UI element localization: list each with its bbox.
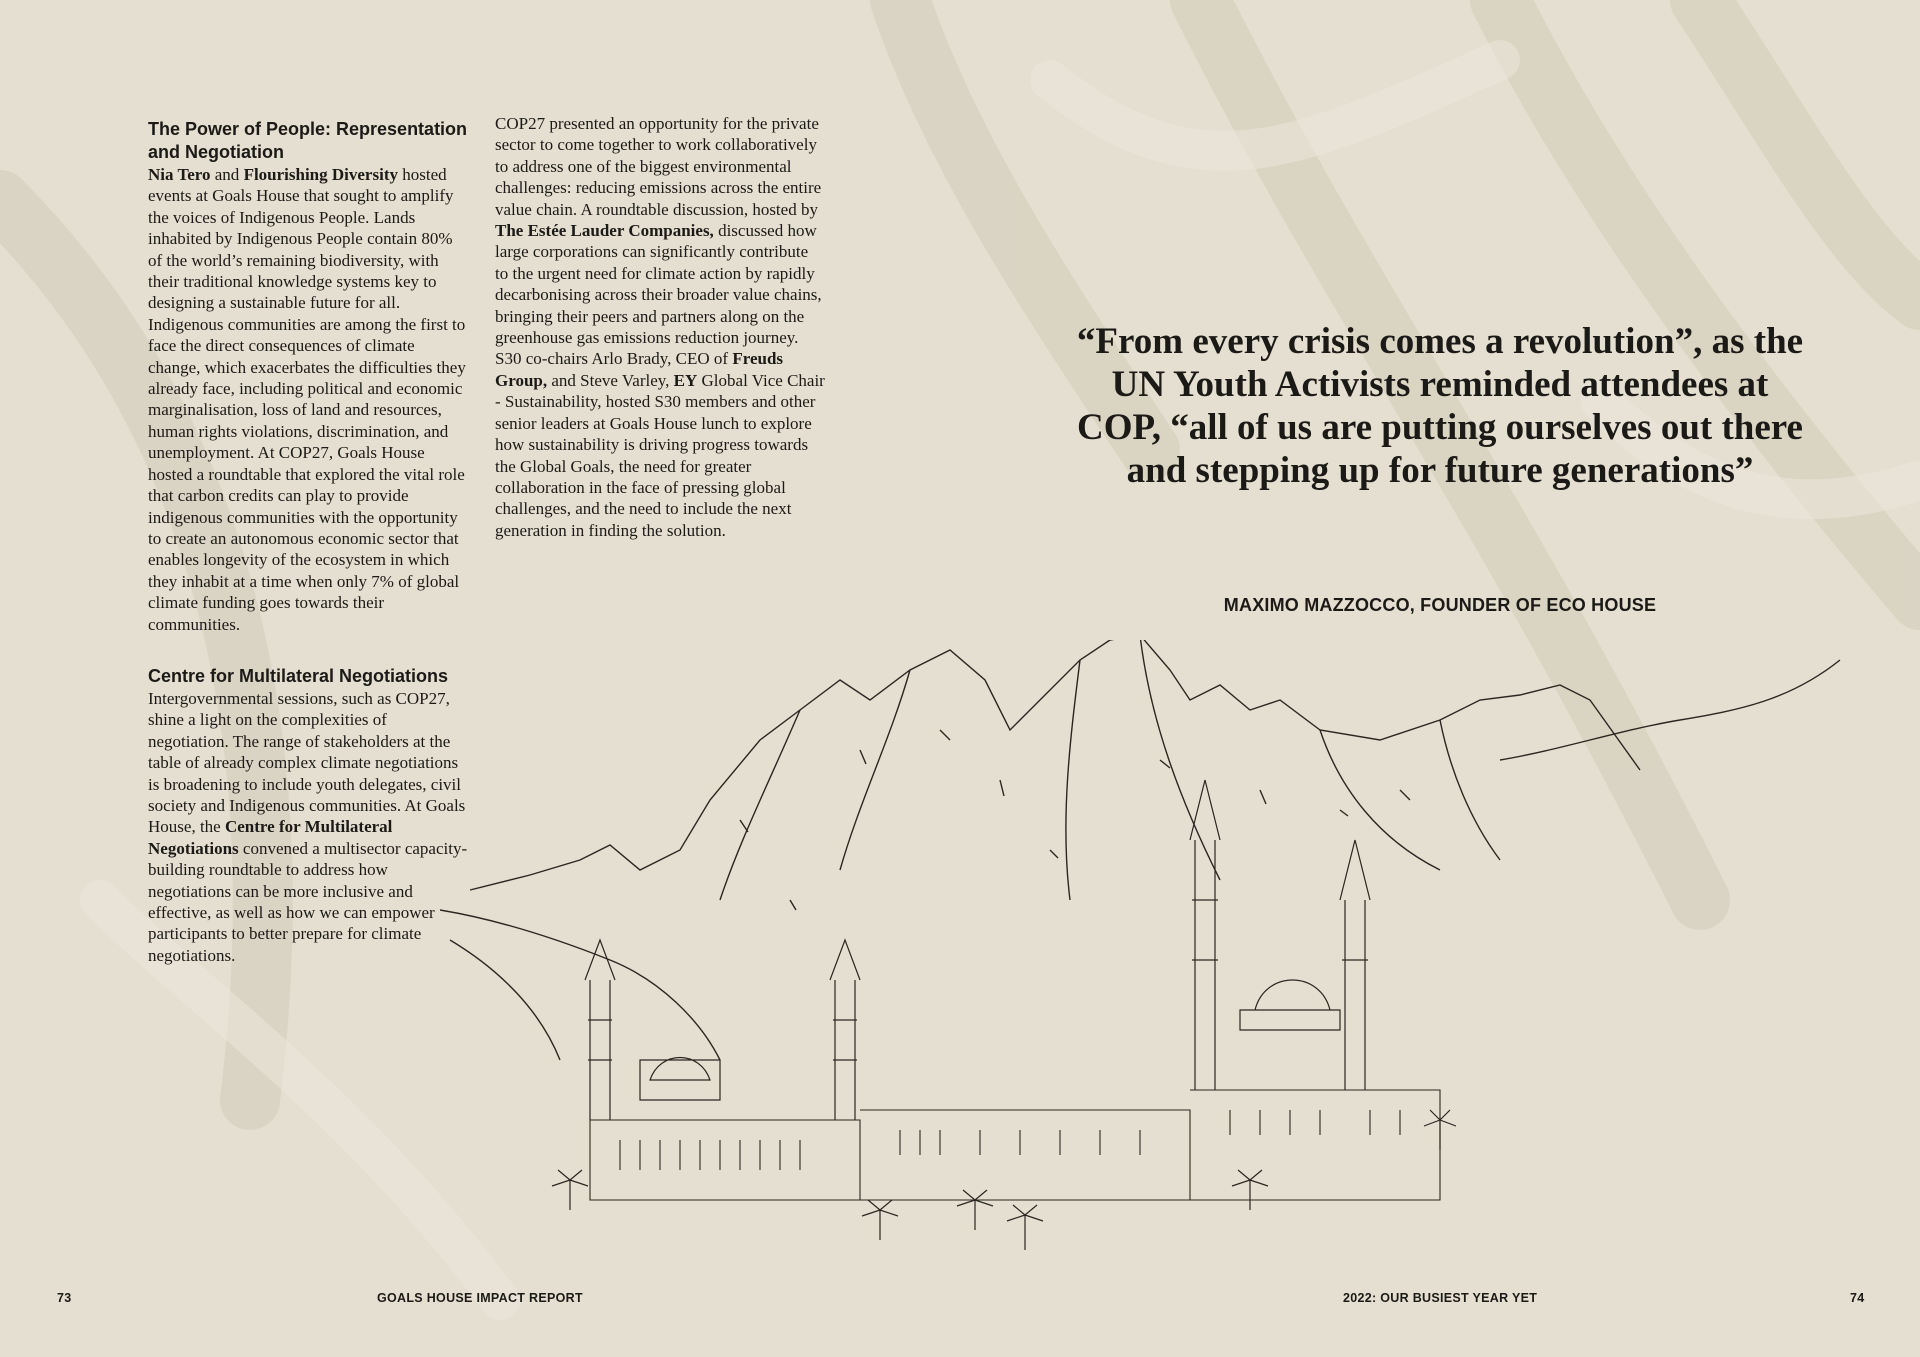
org-freuds-group: Freuds Group,: [495, 349, 784, 390]
paragraph-text: and Steve Varley,: [547, 370, 674, 390]
org-flourishing-diversity: Flourishing Diversity: [243, 165, 398, 184]
pull-quote: “From every crisis comes a revolution”, as the UN Youth Activists reminded attendees at COP, “all of us are putting ourselves out there and stepping up for future generations”: [1076, 321, 1804, 491]
left-running-title: GOALS HOUSE IMPACT REPORT: [377, 1291, 583, 1305]
paragraph-text: Global Vice Chair - Sustainability, hosted S30 members and other senior leaders at Goals House lunch to explore how sustainability is driving progress towards the Global Goals, the need for greater collaboration in the face of pressing global challenges, and the need to include the next generation in finding the solution.: [495, 370, 825, 540]
mountain-mosque-sketch: [440, 640, 1920, 1340]
quote-attribution: MAXIMO MAZZOCCO, FOUNDER OF ECO HOUSE: [1223, 595, 1657, 615]
paragraph-indigenous-voices: [148, 164, 470, 635]
paragraph-text: discussed how large corporations can significantly contribute to the urgent need for climate action by rapidly decarbonising across their broader value chains, bringing their peers and partners along on the greenhouse gas emissions reduction journey. S30 co-chairs Arlo Brady, CEO of: [495, 221, 822, 369]
org-centre-multilateral: Centre for Multilateral Negotiations: [148, 817, 393, 858]
org-nia-tero: Nia Tero: [148, 165, 211, 184]
middle-text-column: [495, 113, 825, 541]
right-running-title: 2022: OUR BUSIEST YEAR YET: [1343, 1291, 1538, 1305]
paragraph-text: hosted events at Goals House that sought to amplify the voices of Indigenous People. Lands inhabited by Indigenous People contain 80% of the world’s remaining biodiversity, with their traditional knowledge systems key to designing a sustainable future for all. Indigenous communities are among the first to face the direct consequences of climate change, which exacerbates the difficulties they already face, including political and economic marginalisation, loss of land and resources, human rights violations, discrimination, and unemployment. At COP27, Goals House hosted a roundtable that explored the vital role that carbon credits can play to provide indigenous communities with the opportunity to create an autonomous economic sector that enables longevity of the ecosystem in which they inhabit at a time when only 7% of global climate funding goes towards their communities.: [148, 165, 466, 634]
left-text-column: [148, 118, 470, 966]
paragraph-private-sector: [495, 113, 825, 541]
paragraph-negotiations: [148, 688, 470, 966]
connector-and: and: [210, 165, 244, 184]
org-ey: EY: [673, 370, 698, 390]
left-page-number: 73: [57, 1291, 72, 1305]
section-heading-centre-multilateral: Centre for Multilateral Negotiations: [148, 665, 449, 686]
section-heading-power-of-people: The Power of People: Representation and Negotiation: [148, 119, 468, 162]
paragraph-text: COP27 presented an opportunity for the private sector to come together to work collaboratively to address one of the biggest environmental challenges: reducing emissions across the entire value chain. A roundtable discussion, hosted by: [495, 114, 822, 219]
right-page-number: 74: [1850, 1291, 1865, 1305]
paragraph-text: convened a multisector capacity-building roundtable to address how negotiations can be more inclusive and effective, as well as how we can empower participants to better prepare for climate negotiations.: [148, 838, 468, 965]
org-estee-lauder: The Estée Lauder Companies,: [495, 221, 714, 241]
paragraph-text: Intergovernmental sessions, such as COP27, shine a light on the complexities of negotiation. The range of stakeholders at the table of already complex climate negotiations is broadening to include youth delegates, civil society and Indigenous communities. At Goals House, the: [148, 688, 466, 837]
